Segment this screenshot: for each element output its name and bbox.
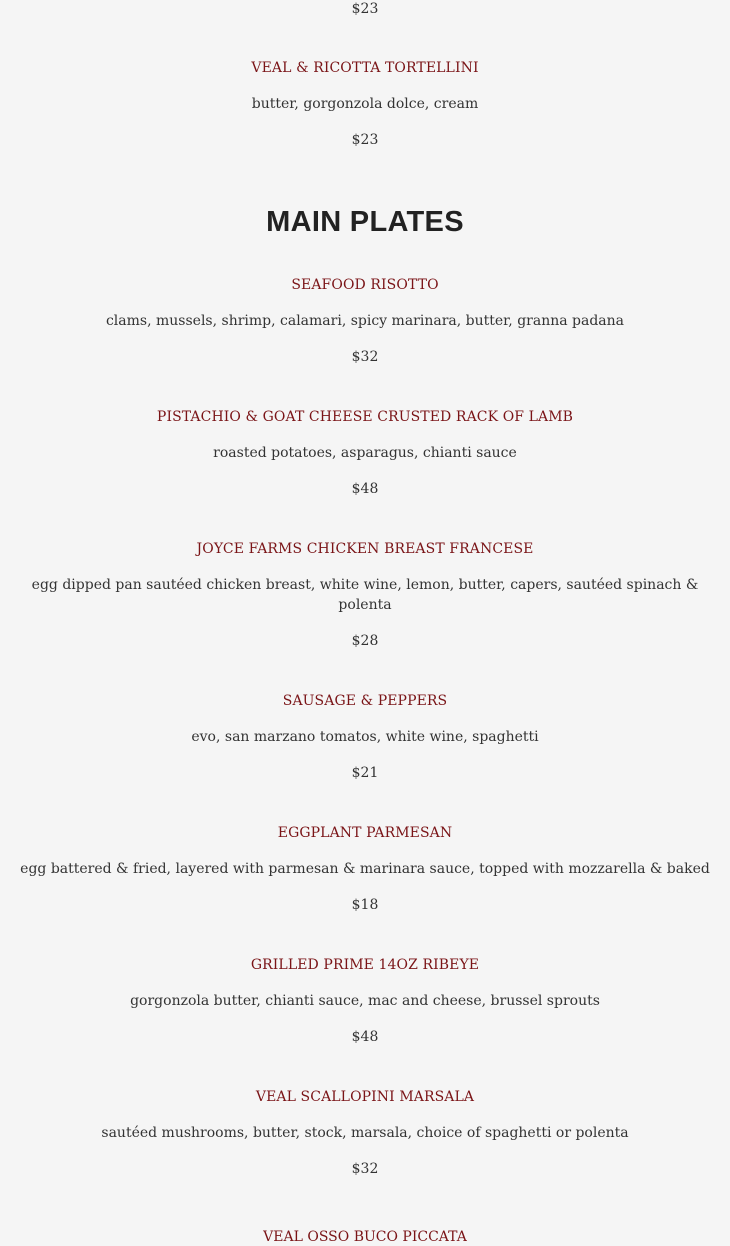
menu-item-price: $18 [351, 897, 379, 913]
menu-item-description: clams, mussels, shrimp, calamari, spicy marinara, butter, granna padana [105, 313, 625, 329]
menu-item-price: $32 [351, 1161, 379, 1177]
menu-item-name: VEAL SCALLOPINI MARSALA [255, 1089, 475, 1105]
menu-item-description: sautéed mushrooms, butter, stock, marsala, choice of spaghetti or polenta [101, 1125, 629, 1141]
menu-item-price: $21 [351, 765, 379, 781]
menu-item-name: SAUSAGE & PEPPERS [282, 693, 448, 709]
menu-item-description: egg battered & fried, layered with parmesan & marinara sauce, topped with mozzarella & baked [20, 861, 710, 877]
menu-item-description: evo, san marzano tomatos, white wine, spaghetti [191, 729, 539, 745]
menu-item-description: egg dipped pan sautéed chicken breast, white wine, lemon, butter, capers, sautéed spinach & polenta [31, 577, 699, 613]
menu-item-price: $32 [351, 349, 379, 365]
menu-item-price: $48 [351, 481, 379, 497]
menu-item-description: butter, gorgonzola dolce, cream [251, 96, 479, 112]
menu-item-name: EGGPLANT PARMESAN [277, 825, 453, 841]
menu-item-name: GRILLED PRIME 14OZ RIBEYE [250, 957, 480, 973]
menu-item-price: $23 [351, 132, 379, 148]
menu-item-name: SEAFOOD RISOTTO [291, 277, 439, 293]
menu-item-price: $28 [351, 633, 379, 649]
menu-item-name: JOYCE FARMS CHICKEN BREAST FRANCESE [196, 541, 534, 557]
menu-item-description: gorgonzola butter, chianti sauce, mac and cheese, brussel sprouts [130, 993, 600, 1009]
section-title: MAIN PLATES [266, 206, 464, 238]
menu-item-price: $23 [351, 1, 379, 17]
menu-item-name: VEAL & RICOTTA TORTELLINI [251, 60, 479, 76]
menu-item-description: roasted potatoes, asparagus, chianti sauce [213, 445, 517, 461]
menu-item-name: VEAL OSSO BUCO PICCATA [263, 1229, 467, 1245]
menu-item-name: PISTACHIO & GOAT CHEESE CRUSTED RACK OF LAMB [156, 409, 574, 425]
menu-item-price: $48 [351, 1029, 379, 1045]
